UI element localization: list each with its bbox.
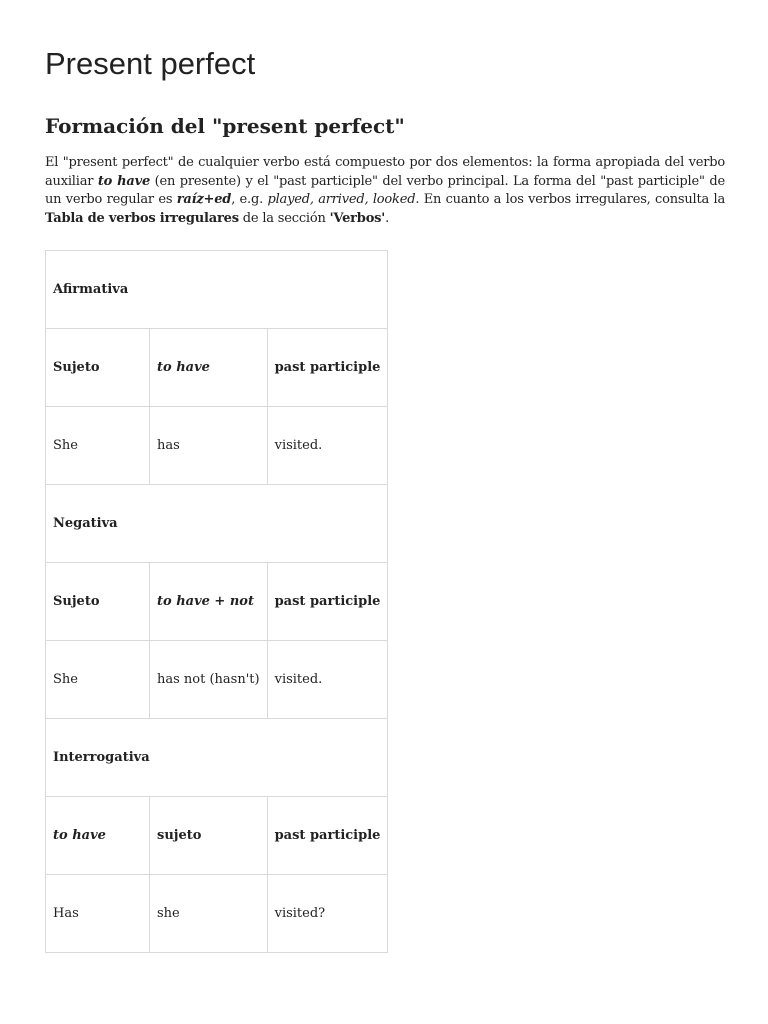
irregular-verbs-table-link[interactable]: Tabla de verbos irregulares bbox=[45, 210, 239, 226]
interrogativa-example-subject: she bbox=[150, 875, 268, 953]
interrogativa-heading-row bbox=[46, 719, 388, 797]
negativa-example-subject: She bbox=[46, 641, 150, 719]
afirmativa-heading-row bbox=[46, 251, 388, 329]
interrogativa-header-row bbox=[46, 797, 388, 875]
negativa-example-row bbox=[46, 641, 388, 719]
intro-paragraph bbox=[45, 154, 725, 228]
interrogativa-example-row bbox=[46, 875, 388, 953]
afirmativa-heading: Afirmativa bbox=[46, 251, 388, 329]
afirmativa-example-participle: visited. bbox=[267, 407, 388, 485]
intro-text-1: El "present perfect" de cualquier verbo está compuesto por dos elementos: la forma apropiada del verbo auxiliar bbox=[45, 155, 725, 189]
intro-examples: played, arrived, looked bbox=[267, 192, 416, 207]
afirmativa-header-participle: past participle bbox=[267, 329, 388, 407]
intro-text-4: . En cuanto a los verbos irregulares, consulta la bbox=[415, 192, 726, 207]
interrogativa-heading: Interrogativa bbox=[46, 719, 388, 797]
negativa-header-subject: Sujeto bbox=[46, 563, 150, 641]
afirmativa-header-subject: Sujeto bbox=[46, 329, 150, 407]
negativa-header-participle: past participle bbox=[267, 563, 388, 641]
intro-raiz-ed: raíz+ed bbox=[176, 192, 232, 207]
intro-text-2: (en presente) y el "past participle" del verbo principal. La forma del "past participle" de un verbo regular es bbox=[45, 173, 725, 207]
afirmativa-example-subject: She bbox=[46, 407, 150, 485]
negativa-heading-row bbox=[46, 485, 388, 563]
afirmativa-example-row bbox=[46, 407, 388, 485]
negativa-example-auxiliary: has not (hasn't) bbox=[150, 641, 268, 719]
intro-text-5: de la sección bbox=[238, 210, 330, 226]
interrogativa-example-participle: visited? bbox=[267, 875, 388, 953]
intro-to-have: to have bbox=[97, 173, 151, 189]
interrogativa-header-participle: past participle bbox=[267, 797, 388, 875]
section-heading: Formación del "present perfect" bbox=[45, 114, 405, 138]
interrogativa-header-subject: sujeto bbox=[150, 797, 268, 875]
intro-text-3: , e.g. bbox=[231, 192, 268, 207]
present-perfect-table bbox=[45, 250, 388, 953]
page-title: Present perfect bbox=[45, 46, 256, 81]
afirmativa-header-row bbox=[46, 329, 388, 407]
interrogativa-header-auxiliary: to have bbox=[46, 797, 150, 875]
negativa-header-auxiliary: to have + not bbox=[150, 563, 268, 641]
afirmativa-example-auxiliary: has bbox=[150, 407, 268, 485]
intro-text-6: . bbox=[385, 210, 389, 226]
verbos-section-link[interactable]: 'Verbos' bbox=[329, 210, 386, 226]
negativa-header-row bbox=[46, 563, 388, 641]
interrogativa-example-auxiliary: Has bbox=[46, 875, 150, 953]
negativa-example-participle: visited. bbox=[267, 641, 388, 719]
negativa-heading: Negativa bbox=[46, 485, 388, 563]
afirmativa-header-auxiliary: to have bbox=[150, 329, 268, 407]
